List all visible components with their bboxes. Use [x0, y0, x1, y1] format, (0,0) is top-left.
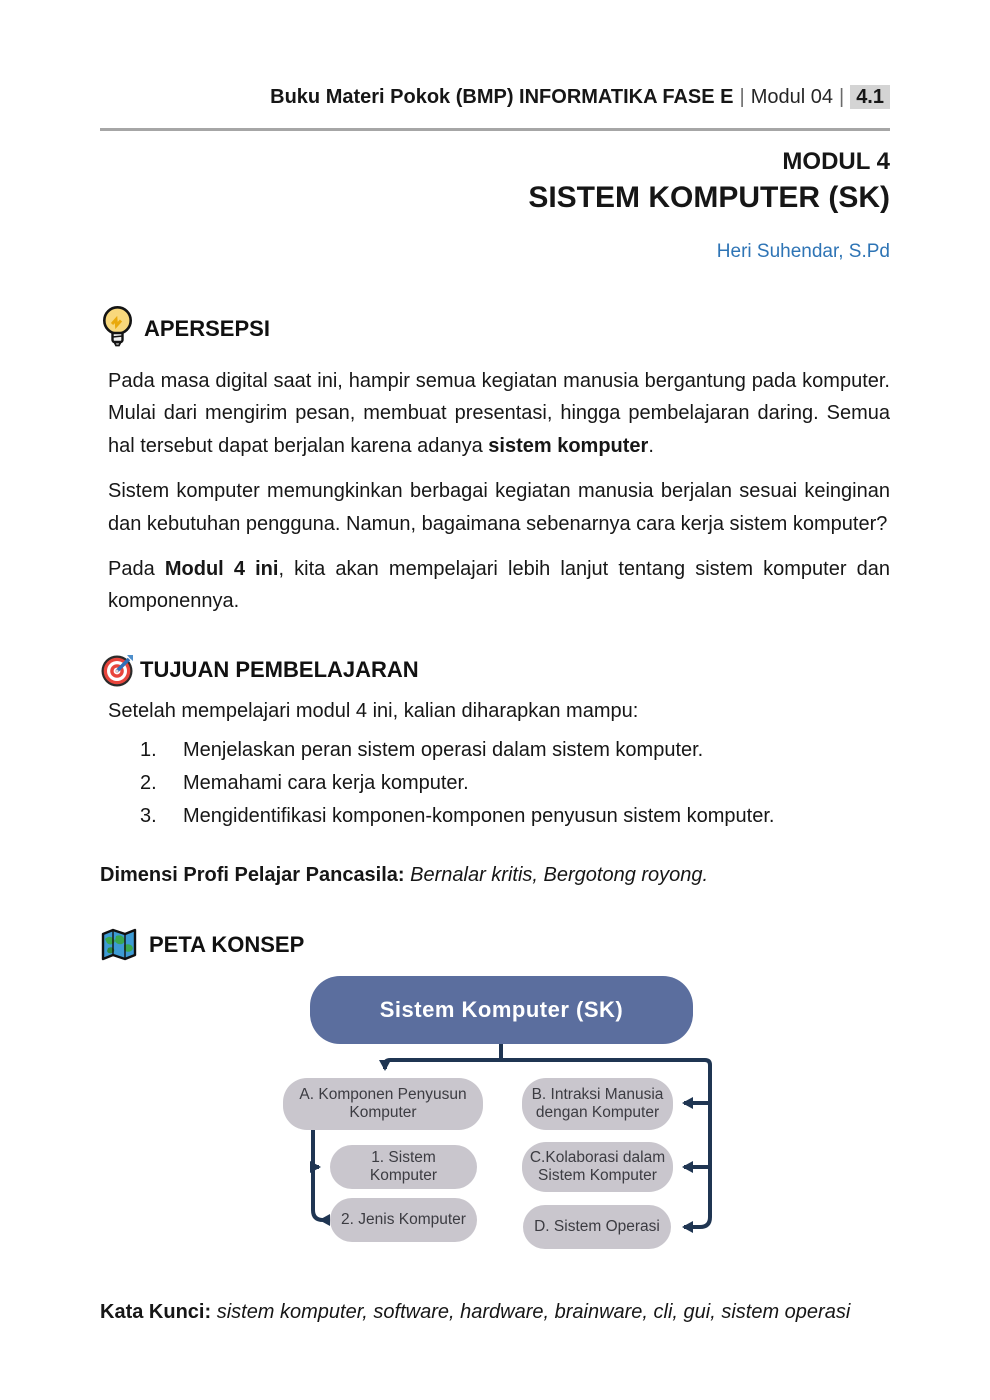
title-block	[100, 147, 890, 263]
peta-heading: PETA KONSEP	[149, 931, 305, 957]
concept-node-b: B. Intraksi Manusia dengan Komputer	[522, 1078, 673, 1130]
list-number: 1.	[140, 738, 157, 761]
header-page-badge: 4.1	[850, 85, 890, 109]
apersepsi-paragraph-3	[108, 553, 890, 618]
list-text: Mengidentifikasi komponen-komponen penyusun sistem komputer.	[183, 805, 775, 828]
dimensi-label: Dimensi Profi Pelajar Pancasila:	[100, 864, 405, 887]
target-icon	[100, 652, 136, 688]
header-divider	[100, 128, 890, 131]
list-item	[108, 734, 890, 767]
tujuan-heading: TUJUAN PEMBELAJARAN	[140, 656, 419, 682]
list-item	[108, 800, 890, 833]
list-text: Memahami cara kerja komputer.	[183, 771, 469, 794]
paragraph-text: Pada masa digital saat ini, hampir semua kegiatan manusia bergantung pada komputer. Mulai dari mengirim pesan, membuat presentasi, hingga pembelajaran daring. Semua hal tersebut dapat berjalan karena adanya	[108, 370, 890, 457]
paragraph-text: .	[648, 434, 654, 457]
list-item	[108, 767, 890, 800]
paragraph-text: Pada	[108, 557, 165, 580]
list-number: 3.	[140, 805, 157, 828]
paragraph-text: Sistem komputer memungkinkan berbagai kegiatan manusia berjalan sesuai keinginan dan kebutuhan pengguna. Namun, bagaimana sebenarnya cara kerja sistem komputer?	[108, 480, 890, 535]
concept-map	[100, 970, 890, 1270]
concept-node-d: D. Sistem Operasi	[523, 1205, 671, 1249]
list-text: Menjelaskan peran sistem operasi dalam sistem komputer.	[183, 738, 704, 761]
apersepsi-heading: APERSEPSI	[144, 315, 270, 341]
tujuan-list	[108, 734, 890, 834]
kata-kunci-value: sistem komputer, software, hardware, brainware, cli, gui, sistem operasi	[216, 1301, 851, 1324]
concept-root-node: Sistem Komputer (SK)	[310, 976, 693, 1044]
lightbulb-icon	[100, 305, 135, 352]
apersepsi-paragraph-1	[108, 365, 890, 462]
dimensi-line	[100, 859, 890, 891]
tujuan-intro: Setelah mempelajari modul 4 ini, kalian diharapkan mampu:	[108, 699, 639, 722]
paragraph-bold-text: sistem komputer	[488, 434, 649, 457]
map-icon	[100, 927, 138, 962]
list-number: 2.	[140, 771, 157, 794]
author-name: Heri Suhendar, S.Pd	[716, 241, 890, 262]
concept-node-c: C.Kolaborasi dalam Sistem Komputer	[522, 1142, 673, 1192]
peta-heading-row	[100, 927, 890, 962]
dimensi-value: Bernalar kritis, Bergotong royong.	[410, 864, 709, 887]
apersepsi-paragraph-2	[108, 475, 890, 540]
kata-kunci-label: Kata Kunci:	[100, 1301, 212, 1324]
header-module: Modul 04	[750, 86, 833, 108]
concept-node-a: A. Komponen Penyusun Komputer	[283, 1078, 483, 1130]
header-separator-2: |	[838, 86, 845, 108]
header-title: Buku Materi Pokok (BMP) INFORMATIKA FASE E	[270, 86, 734, 108]
paragraph-text: , kita akan mempelajari lebih lanjut tentang sistem komputer dan komponennya.	[108, 557, 891, 613]
apersepsi-heading-row	[100, 305, 890, 352]
page-title: SISTEM KOMPUTER (SK)	[528, 181, 890, 214]
header-separator-1: |	[739, 86, 745, 108]
kata-kunci-line	[100, 1296, 890, 1328]
paragraph-bold-text: Modul 4 ini	[164, 557, 279, 580]
running-header	[100, 0, 890, 109]
module-title: MODUL 4	[782, 148, 890, 175]
concept-node-2: 2. Jenis Komputer	[330, 1198, 477, 1242]
concept-node-1: 1. Sistem Komputer	[330, 1145, 477, 1189]
tujuan-heading-row	[100, 652, 890, 688]
